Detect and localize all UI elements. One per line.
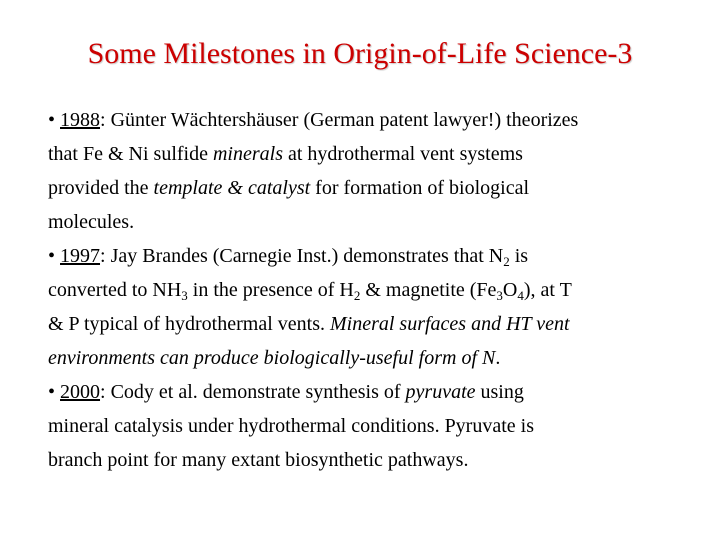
text-segment: converted to NH [48,279,182,301]
slide-body [48,103,698,477]
milestone-year: 2000 [60,381,101,403]
milestone-2000-line [48,443,698,477]
italic-text: environments can produce biologically-useful form of N [48,347,496,369]
subscript: 3 [181,288,188,303]
subscript: 2 [503,254,510,269]
text-segment: & P typical of hydrothermal vents. [48,313,330,335]
bullet: • [48,245,61,267]
milestone-1997-line [48,341,698,375]
text-segment: for formation of biological [310,177,529,199]
slide-title: Some Milestones in Origin-of-Life Science-3 [87,37,633,70]
text-segment: using [475,381,524,403]
milestone-1988-line [48,171,698,205]
text-segment: branch point for many extant biosynthetic pathways. [48,449,469,471]
text-segment: : Günter Wächtershäuser (German patent lawyer!) theorizes [100,109,579,131]
text-segment: at hydrothermal vent systems [282,143,523,165]
text-segment: & magnetite (Fe [360,279,497,301]
italic-text: minerals [212,143,283,165]
subscript: 4 [517,288,524,303]
subscript: 3 [496,288,503,303]
milestone-1988-first-line [48,103,698,137]
text-segment: mineral catalysis under hydrothermal conditions. Pyruvate is [48,415,534,437]
text-segment: in the presence of H [187,279,354,301]
milestone-1988-line [48,137,698,171]
milestone-1988-line [48,205,698,239]
milestone-2000-line [48,409,698,443]
text-segment: that Fe & Ni sulfide [48,143,213,165]
text-segment: molecules. [48,211,135,233]
text-segment: provided the [48,177,154,199]
text-segment: ), at T [523,279,572,301]
subscript: 2 [353,288,361,303]
bullet: • [48,109,61,131]
text-segment: is [509,245,529,267]
italic-text: Mineral surfaces and HT vent [329,313,570,335]
milestone-2000-first-line [48,375,698,409]
milestone-1997-line [48,307,698,341]
milestone-year: 1988 [60,109,101,131]
milestone-year: 1997 [60,245,101,267]
text-segment: . [495,347,501,369]
text-segment: O [502,279,518,301]
text-segment: : Jay Brandes (Carnegie Inst.) demonstrates that N [100,245,504,267]
italic-text: template & catalyst [153,177,311,199]
milestone-1997-first-line [48,239,698,273]
italic-text: pyruvate [405,381,476,403]
bullet: • [48,381,61,403]
milestone-1997-line [48,273,698,307]
text-segment: : Cody et al. demonstrate synthesis of [100,381,406,403]
